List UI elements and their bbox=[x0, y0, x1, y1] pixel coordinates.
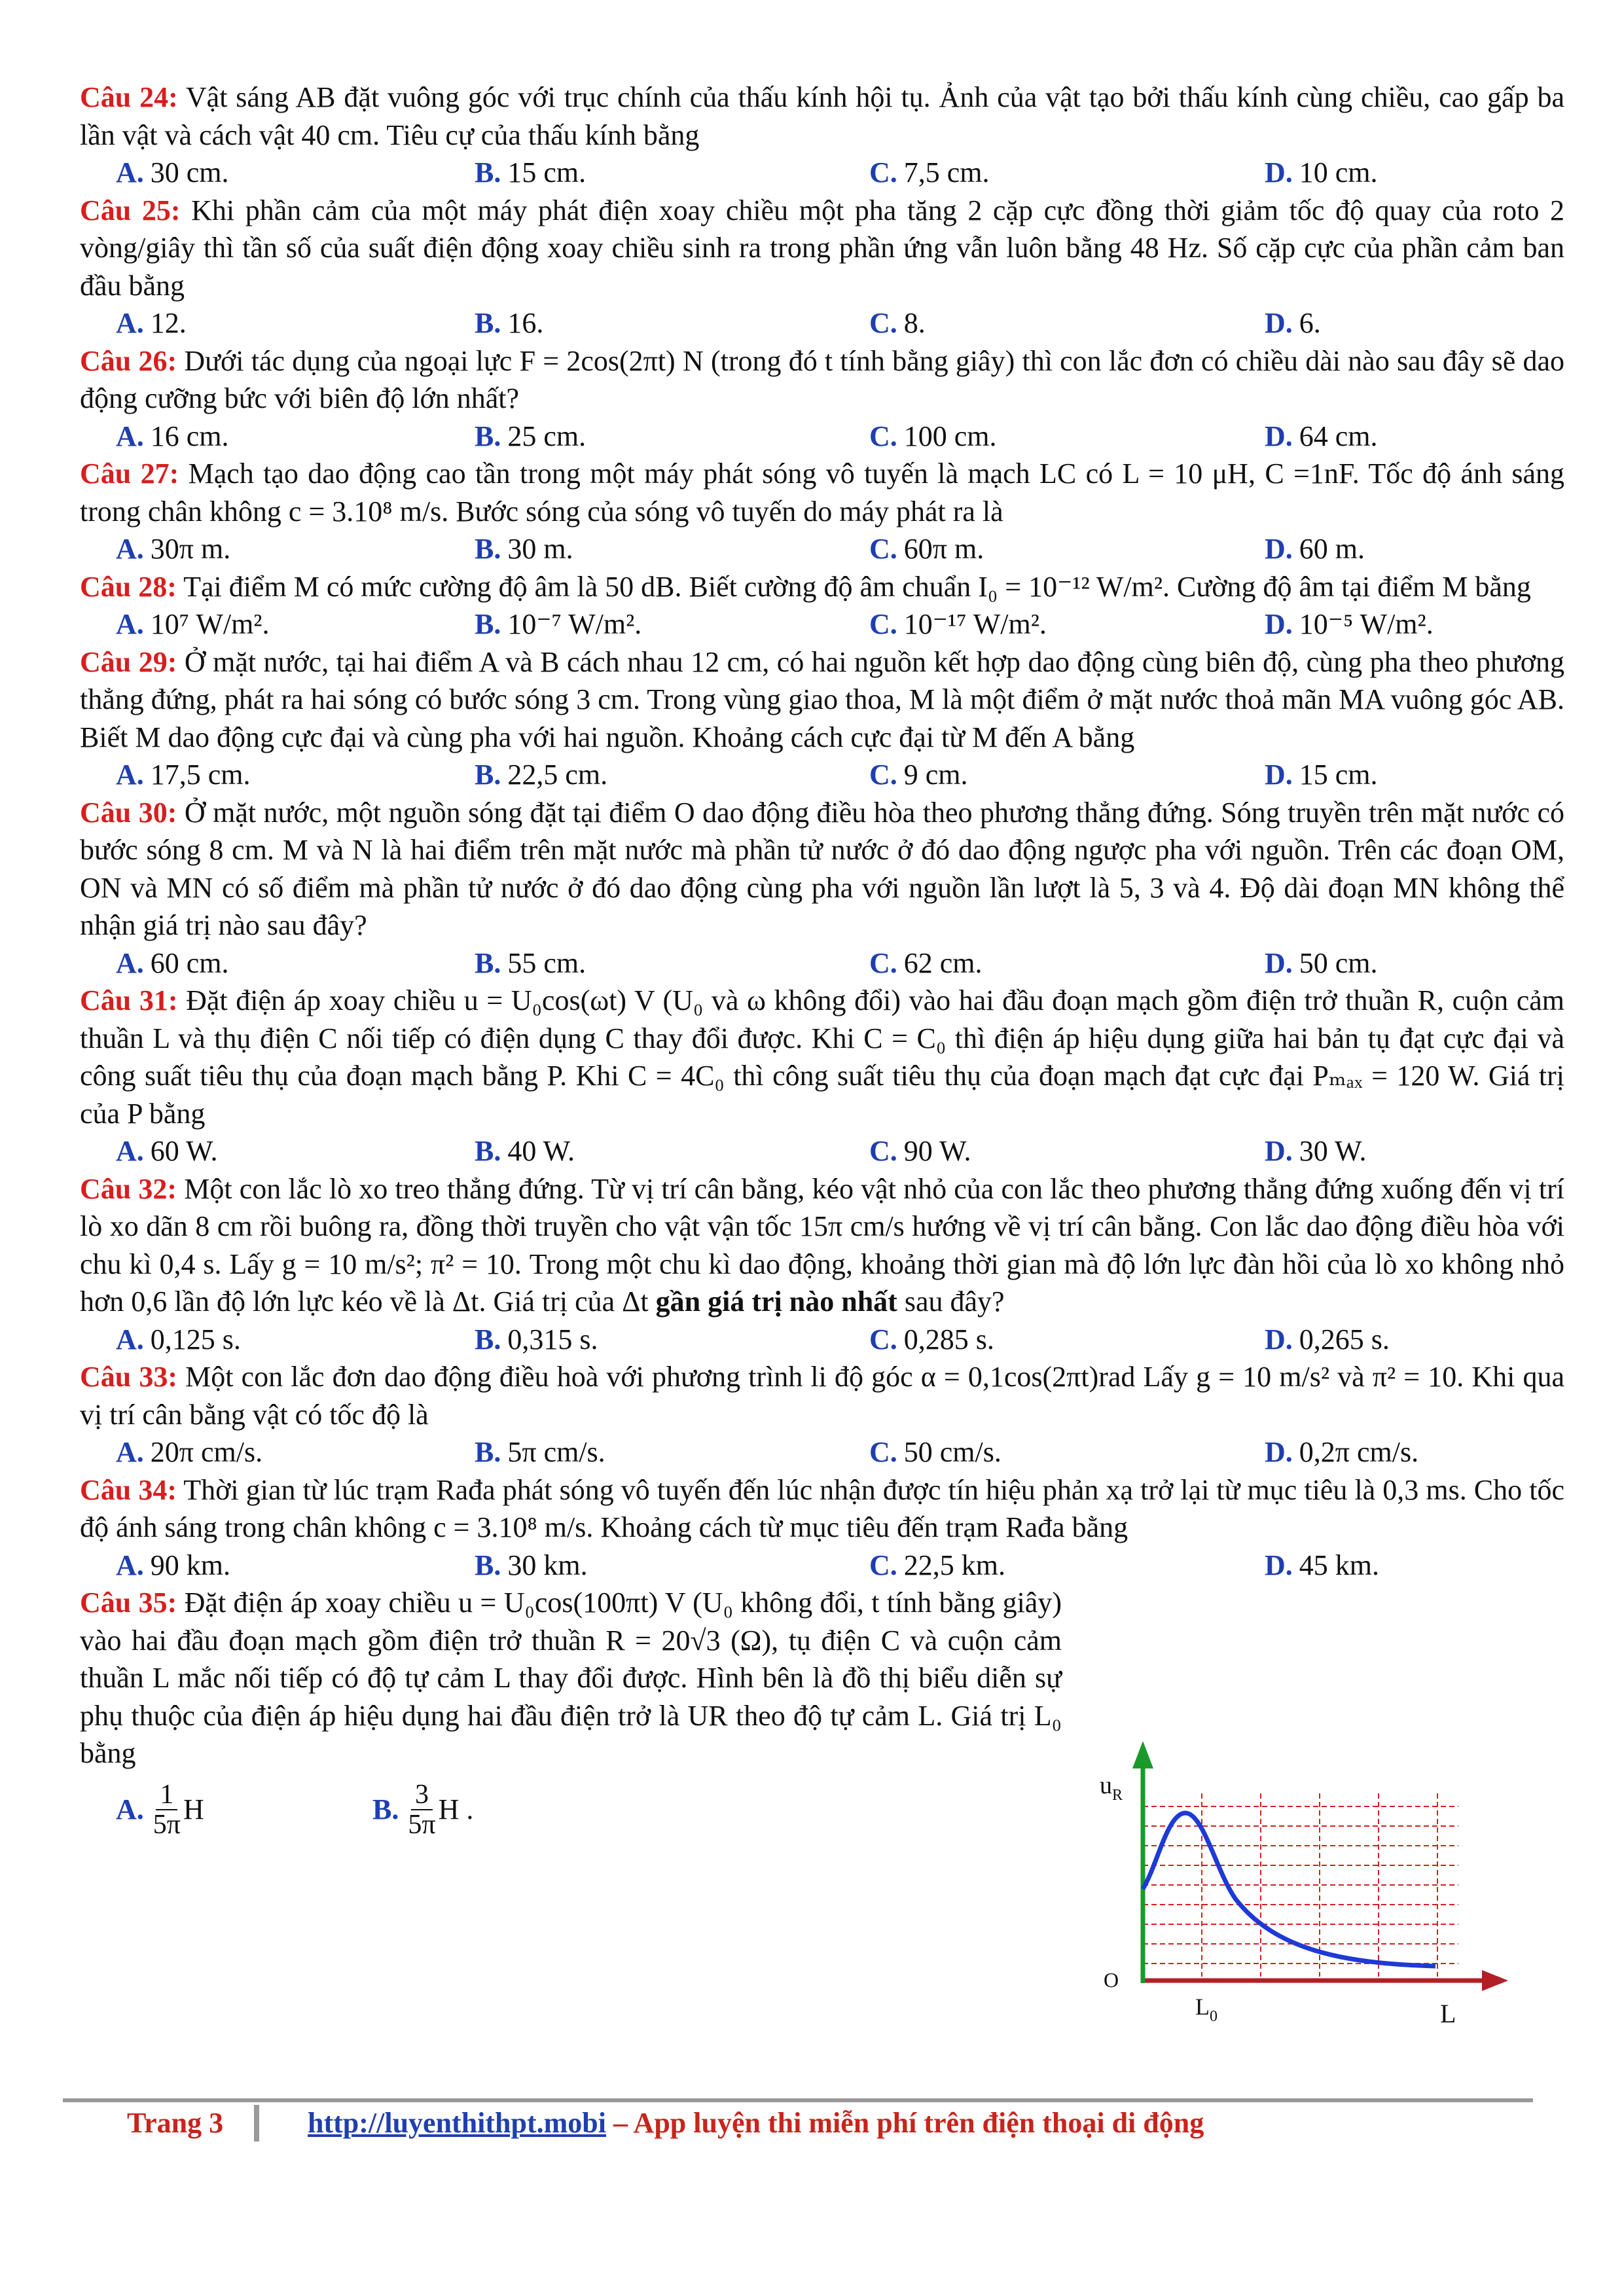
y-axis-arrow bbox=[1132, 1741, 1153, 1768]
page-footer bbox=[0, 2106, 1624, 2152]
site-link[interactable]: http://luyenthithpt.mobi bbox=[308, 2107, 606, 2139]
option-d[interactable]: D. 0,2π cm/s. bbox=[1265, 1436, 1419, 1468]
option-b[interactable]: B. 55 cm. bbox=[475, 946, 586, 979]
options-24 bbox=[80, 154, 1564, 192]
option-c[interactable]: C. 62 cm. bbox=[869, 946, 983, 979]
options-30 bbox=[80, 944, 1564, 982]
question-35: Câu 35: Đặt điện áp xoay chiều u = U₀cos(100πt) V (U₀ không đổi, t tính bằng giây) vào hai đầu đoạn mạch gồm điện trở thuần R = 20√3 (Ω), tụ điện C và cuộn cảm thuần L mắc nối tiếp có độ tự cảm L thay đổi được. Hình bên là đồ thị biểu diễn sự phụ thuộc của điện áp hiệu dụng hai đầu điện trở là UR theo độ tự cảm L. Giá trị L₀ bằng bbox=[80, 1587, 1062, 1769]
option-b[interactable]: B. 40 W. bbox=[475, 1135, 575, 1167]
option-c[interactable]: C. 7,5 cm. bbox=[869, 156, 990, 188]
l0-tick-label: $L_0$ bbox=[1195, 1994, 1218, 2025]
question-26: Câu 26: Dưới tác dụng của ngoại lực F = 2cos(2πt) N (trong đó t tính bằng giây) thì con lắc đơn có chiều dài nào sau đây sẽ dao động cưỡng bức với biên độ lớn nhất? bbox=[80, 344, 1564, 414]
ur-curve bbox=[1143, 1813, 1435, 1966]
y-axis-label: $u_R$ bbox=[1100, 1772, 1123, 1804]
option-b[interactable]: B. 0,315 s. bbox=[475, 1323, 598, 1355]
option-b[interactable]: B. 15 cm. bbox=[475, 156, 586, 188]
option-b[interactable]: B. 22,5 cm. bbox=[475, 759, 608, 791]
footer-separator bbox=[254, 2105, 259, 2142]
option-a[interactable]: A. $\frac{1}{5\pi}$ H bbox=[116, 1779, 204, 1840]
question-24: Câu 24: Vật sáng AB đặt vuông góc với trục chính của thấu kính hội tụ. Ảnh của vật tạo bởi thấu kính cùng chiều, cao gấp ba lần vật và cách vật 40 cm. Tiêu cự của thấu kính bằng bbox=[80, 81, 1565, 151]
option-d[interactable]: D. 10 cm. bbox=[1265, 156, 1378, 188]
options-32 bbox=[80, 1321, 1564, 1359]
question-list bbox=[80, 79, 1564, 1839]
option-b[interactable]: B. 10⁻⁷ W/m². bbox=[475, 608, 642, 640]
ur-vs-l-graph bbox=[1092, 1741, 1517, 2029]
option-a[interactable]: A. 20π cm/s. bbox=[116, 1436, 263, 1468]
option-d[interactable]: D. 50 cm. bbox=[1265, 946, 1378, 979]
option-d[interactable]: D. 6. bbox=[1265, 307, 1321, 339]
grid bbox=[1143, 1793, 1458, 1977]
option-a[interactable]: A. 30π m. bbox=[116, 533, 231, 565]
origin-label: O bbox=[1104, 1968, 1119, 1992]
options-25 bbox=[80, 304, 1564, 342]
question-28: Câu 28: Tại điểm M có mức cường độ âm là 50 dB. Biết cường độ âm chuẩn I₀ = 10⁻¹² W/m². Cường độ âm tại điểm M bằng bbox=[80, 570, 1531, 603]
option-d[interactable]: D. 10⁻⁵ W/m². bbox=[1265, 608, 1434, 640]
option-a[interactable]: A. 60 cm. bbox=[116, 946, 229, 979]
question-25: Câu 25: Khi phần cảm của một máy phát điện xoay chiều một pha tăng 2 cặp cực đồng thời giảm tốc độ quay của roto 2 vòng/giây thì tần số của suất điện động xoay chiều sinh ra trong phần ứng vẫn luôn bằng 48 Hz. Số cặp cực của phần cảm ban đầu bằng bbox=[80, 194, 1564, 302]
page-number: Trang 3 bbox=[127, 2107, 224, 2139]
footer-text: http://luyenthithpt.mobi – App luyện thi miễn phí trên điện thoại di động bbox=[308, 2107, 1204, 2139]
option-b[interactable]: B. 25 cm. bbox=[475, 420, 586, 452]
fraction: $\frac{1}{5\pi}$ bbox=[153, 1779, 181, 1840]
option-b[interactable]: B. 16. bbox=[475, 307, 544, 339]
question-27: Câu 27: Mạch tạo dao động cao tần trong một máy phát sóng vô tuyến là mạch LC có L = 10 μH, C =1nF. Tốc độ ánh sáng trong chân không c = 3.10⁸ m/s. Bước sóng của sóng vô tuyến do máy phát ra là bbox=[80, 457, 1564, 528]
option-b[interactable]: B. 30 km. bbox=[475, 1549, 588, 1581]
option-b[interactable]: B. 5π cm/s. bbox=[475, 1436, 605, 1468]
options-31 bbox=[80, 1132, 1564, 1170]
question-29: Câu 29: Ở mặt nước, tại hai điểm A và B cách nhau 12 cm, có hai nguồn kết hợp dao động cùng biên độ, cùng pha theo phương thẳng đứng, phát ra hai sóng có bước sóng 3 cm. Trong vùng giao thoa, M là một điểm ở mặt nước thoả mãn MA vuông góc AB. Biết M dao động cực đại và cùng pha với hai nguồn. Khoảng cách cực đại từ M đến A bằng bbox=[80, 645, 1564, 753]
option-a[interactable]: A. 16 cm. bbox=[116, 420, 229, 452]
option-d[interactable]: D. 15 cm. bbox=[1265, 759, 1378, 791]
option-c[interactable]: C. 50 cm/s. bbox=[869, 1436, 1001, 1468]
x-axis-label: L bbox=[1440, 1999, 1456, 2028]
option-c[interactable]: C. 0,285 s. bbox=[869, 1323, 994, 1355]
option-a[interactable]: A. 60 W. bbox=[116, 1135, 218, 1167]
question-30: Câu 30: Ở mặt nước, một nguồn sóng đặt tại điểm O dao động điều hòa theo phương thẳng đứng. Sóng truyền trên mặt nước có bước sóng 8 cm. M và N là hai điểm trên mặt nước mà phần tử nước ở đó dao động ngược pha với nguồn. Trên các đoạn OM, ON và MN có số điểm mà phần tử nước ở đó dao động cùng pha với nguồn lần lượt là 5, 3 và 4. Độ dài đoạn MN không thể nhận giá trị nào sau đây? bbox=[80, 796, 1564, 941]
option-d[interactable]: D. 60 m. bbox=[1265, 533, 1365, 565]
option-b[interactable]: B. 30 m. bbox=[475, 533, 573, 565]
options-26 bbox=[80, 418, 1564, 456]
fraction: $\frac{3}{5\pi}$ bbox=[408, 1779, 436, 1840]
question-33: Câu 33: Một con lắc đơn dao động điều hoà với phương trình li độ góc α = 0,1cos(2πt)rad Lấy g = 10 m/s² và π² = 10. Khi qua vị trí cân bằng vật có tốc độ là bbox=[80, 1361, 1565, 1431]
option-c[interactable]: C. 22,5 km. bbox=[869, 1549, 1006, 1581]
option-d[interactable]: D. 30 W. bbox=[1265, 1135, 1367, 1167]
question-31: Câu 31: Đặt điện áp xoay chiều u = U₀cos(ωt) V (U₀ và ω không đổi) vào hai đầu đoạn mạch gồm điện trở thuần R, cuộn cảm thuần L và thụ điện C nối tiếp có điện dụng C thay đổi được. Khi C = C₀ thì điện áp hiệu dụng giữa hai bản tụ đạt cực đại và công suất tiêu thụ của đoạn mạch bằng P. Khi C = 4C₀ thì công suất tiêu thụ của đoạn mạch đạt cực đại Pₘₐₓ = 120 W. Giá trị của P bằng bbox=[80, 984, 1564, 1130]
options-27 bbox=[80, 530, 1564, 568]
option-a[interactable]: A. 30 cm. bbox=[116, 156, 229, 188]
option-d[interactable]: D. 45 km. bbox=[1265, 1549, 1380, 1581]
options-28 bbox=[80, 605, 1564, 643]
option-c[interactable]: C. 90 W. bbox=[869, 1135, 971, 1167]
option-c[interactable]: C. 60π m. bbox=[869, 533, 984, 565]
x-axis-arrow bbox=[1482, 1970, 1508, 1991]
option-a[interactable]: A. 17,5 cm. bbox=[116, 759, 251, 791]
option-c[interactable]: C. 9 cm. bbox=[869, 759, 968, 791]
option-a[interactable]: A. 90 km. bbox=[116, 1549, 231, 1581]
footer-divider bbox=[63, 2098, 1533, 2102]
options-33 bbox=[80, 1433, 1564, 1471]
option-c[interactable]: C. 10⁻¹⁷ W/m². bbox=[869, 608, 1047, 640]
question-32: Câu 32: Một con lắc lò xo treo thẳng đứng. Từ vị trí cân bằng, kéo vật nhỏ của con lắc theo phương thẳng đứng xuống đến vị trí lò xo dãn 8 cm rồi buông ra, đồng thời truyền cho vật vận tốc 15π cm/s hướng về vị trí cân bằng. Con lắc dao động điều hòa với chu kì 0,4 s. Lấy g = 10 m/s²; π² = 10. Trong một chu kì dao động, khoảng thời gian mà độ lớn lực đàn hồi của lò xo không nhỏ hơn 0,6 lần độ lớn lực kéo về là Δt. Giá trị của Δt gần giá trị nào nhất sau đây? bbox=[80, 1172, 1564, 1318]
option-d[interactable]: D. 64 cm. bbox=[1265, 420, 1378, 452]
question-34: Câu 34: Thời gian từ lúc trạm Rađa phát sóng vô tuyến đến lúc nhận được tín hiệu phản xạ trở lại từ mục tiêu là 0,3 ms. Cho tốc độ ánh sáng trong chân không c = 3.10⁸ m/s. Khoảng cách từ mục tiêu đến trạm Rađa bằng bbox=[80, 1473, 1564, 1543]
option-c[interactable]: C. 8. bbox=[869, 307, 926, 339]
option-a[interactable]: A. 10⁷ W/m². bbox=[116, 608, 270, 640]
option-a[interactable]: A. 12. bbox=[116, 307, 187, 339]
options-34 bbox=[80, 1547, 1564, 1585]
option-a[interactable]: A. 0,125 s. bbox=[116, 1323, 241, 1355]
options-29 bbox=[80, 756, 1564, 794]
option-c[interactable]: C. 100 cm. bbox=[869, 420, 997, 452]
option-d[interactable]: D. 0,265 s. bbox=[1265, 1323, 1390, 1355]
option-b[interactable]: B. $\frac{3}{5\pi}$ H . bbox=[372, 1779, 474, 1840]
